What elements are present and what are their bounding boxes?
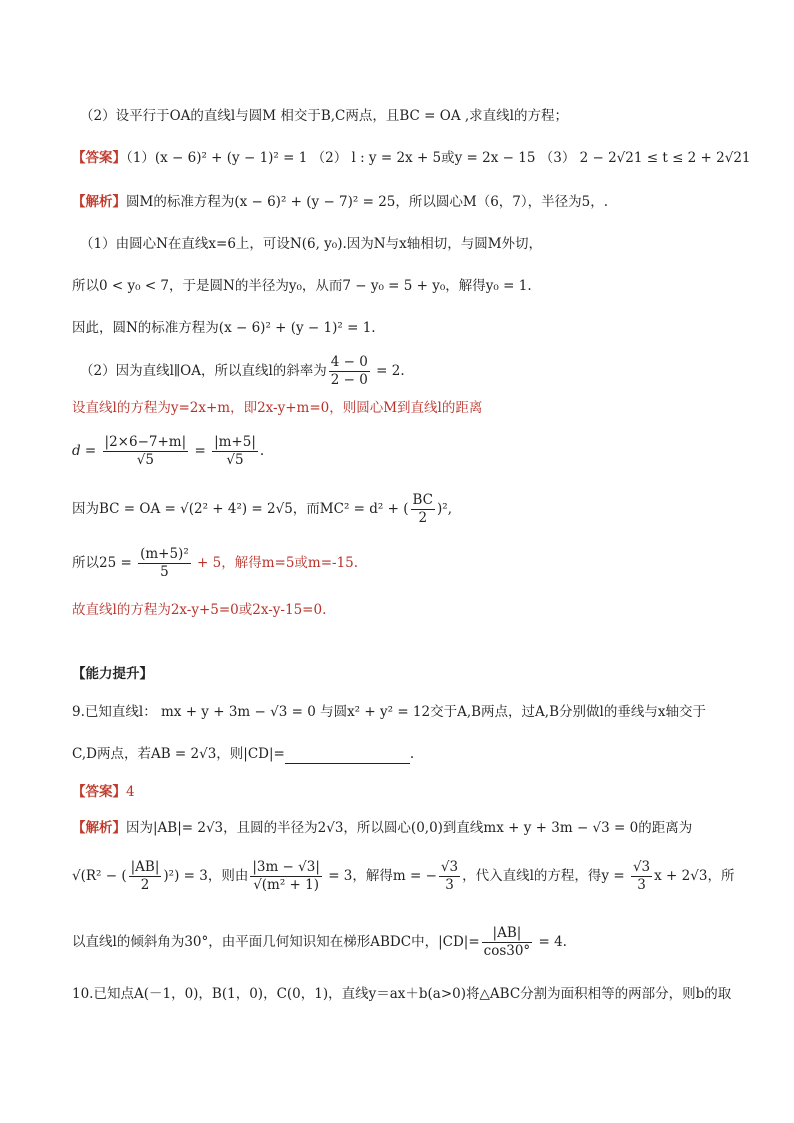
solution-step-6 <box>72 432 734 470</box>
cd-numerator: |AB| <box>482 925 533 943</box>
q9-answer-value: 4 <box>126 784 135 800</box>
q9-analysis-3 <box>72 922 734 962</box>
q9-analysis-tag: 【解析】 <box>72 820 126 836</box>
m-value-denominator: 3 <box>445 877 454 893</box>
bc-denominator: 2 <box>418 510 428 526</box>
distance-fraction-2 <box>212 434 258 469</box>
q9-a3-end: = 4. <box>534 934 567 950</box>
q9-a2-mid3: ，代入直线l的方程，得y = <box>462 868 629 884</box>
slope-numerator: 4 − 0 <box>330 354 368 370</box>
cd-denominator: cos30° <box>483 943 531 959</box>
q9-a2-mid: )²) = 3，则由 <box>163 868 249 884</box>
distance-numerator-1: |2×6−7+m| <box>104 434 187 450</box>
step4-result: = 2. <box>371 363 405 379</box>
q9-a3-text: 以直线l的倾斜角为30°，由平面几何知识知在梯形ABDC中，|CD|= <box>72 934 480 950</box>
bc-numerator: BC <box>412 492 434 508</box>
answer-blank <box>285 749 410 764</box>
answer-tag: 【答案】 <box>72 150 126 166</box>
step8-result: + 5，解得m=5或m=-15. <box>192 555 359 571</box>
dist-numerator: |3m − √3| <box>252 859 320 875</box>
solution-step-8 <box>72 544 734 582</box>
q9-line-2-text: C,D两点，若AB = 2√3，则|CD|= <box>72 746 285 762</box>
solution-step-1: （1）由圆心N在直线x=6上，可设N(6, y₀).因为N与x轴相切，与圆M外切， <box>80 236 543 252</box>
dist-fraction <box>250 859 322 894</box>
equals-sign: = <box>190 443 211 459</box>
ab-denominator: 2 <box>140 877 150 893</box>
q9-line-2: C,D两点，若AB = 2√3，则|CD|= . <box>72 746 415 762</box>
q9-analysis-line <box>72 818 734 838</box>
q9-line-1: 9.已知直线l： mx + y + 3m − √3 = 0 与圆x² + y² = 12交于A,B两点，过A,B分别做l的垂线与x轴交于 <box>72 704 706 720</box>
step7-end: )², <box>437 501 452 517</box>
q9-a2-text: √(R² − ( <box>72 868 127 884</box>
step6-end: . <box>259 443 265 459</box>
slope-fraction <box>329 354 370 389</box>
cd-fraction <box>482 925 533 960</box>
ab-numerator: |AB| <box>130 859 160 875</box>
m-value-fraction <box>439 859 460 894</box>
analysis-text: 圆M的标准方程为(x − 6)² + (y − 7)² = 25，所以圆心M（6，7），半径为5，. <box>126 194 609 210</box>
q9-answer-tag: 【答案】 <box>72 784 126 800</box>
q9-analysis-2 <box>72 856 734 896</box>
distance-denominator-1: √5 <box>136 452 154 468</box>
distance-numerator-2: |m+5| <box>214 434 256 450</box>
solution-step-3: 因此，圆N的标准方程为(x − 6)² + (y − 1)² = 1. <box>72 320 376 336</box>
solution-step-9: 故直线l的方程为2x-y+5=0或2x-y-15=0. <box>72 602 327 618</box>
solution-step-4 <box>80 352 734 390</box>
step4-text: （2）因为直线l∥OA，所以直线l的斜率为 <box>80 363 327 379</box>
q10-line-1: 10.已知点A(－1，0)，B(1，0)，C(0，1)，直线y＝ax＋b(a>0)将△ABC分割为面积相等的两部分，则b的取 <box>72 986 732 1002</box>
q9-a2-mid2: = 3，解得m = − <box>323 868 437 884</box>
distance-fraction-1 <box>103 434 189 469</box>
bc-half-fraction <box>411 492 436 527</box>
q8-part2: （2）设平行于OA的直线l与圆M 相交于B,C两点，且BC = OA ,求直线l的方程； <box>80 108 568 124</box>
ab-half-fraction <box>129 859 162 894</box>
q8-answer-line <box>72 148 751 168</box>
dist-denominator: √(m² + 1) <box>253 877 320 893</box>
q9-analysis-text: 因为|AB|= 2√3，且圆的半径为2√3，所以圆心(0,0)到直线mx + y + 3m − √3 = 0的距离为 <box>126 820 693 836</box>
analysis-tag: 【解析】 <box>72 194 126 210</box>
solution-step-5: 设直线l的方程为y=2x+m，即2x-y+m=0，则圆心M到直线l的距离 <box>72 400 483 416</box>
m-denominator: 5 <box>160 564 169 580</box>
q9-a2-end: x + 2√3，所 <box>654 868 735 884</box>
slope-value-fraction <box>631 859 652 894</box>
slope-value-denominator: 3 <box>637 877 646 893</box>
m-fraction <box>138 546 191 581</box>
q9-answer-line <box>72 782 734 802</box>
q8-analysis-line <box>72 192 734 212</box>
m-numerator: (m+5)² <box>140 546 189 562</box>
solution-step-7 <box>72 490 734 528</box>
slope-denominator: 2 − 0 <box>330 372 368 388</box>
section-heading: 【能力提升】 <box>72 666 153 682</box>
step8-text: 所以25 = <box>72 555 137 571</box>
distance-label: d = <box>72 443 101 459</box>
solution-step-2: 所以0 < y₀ < 7，于是圆N的半径为y₀，从而7 − y₀ = 5 + y₀，解得y₀ = 1. <box>72 278 532 294</box>
answer-text: （1）(x − 6)² + (y − 1)² = 1 （2） l : y = 2x + 5或y = 2x − 15 （3） 2 − 2√21 ≤ t ≤ 2 + 2√21 <box>126 150 751 166</box>
slope-value-numerator: √3 <box>632 859 651 875</box>
step7-text: 因为BC = OA = √(2² + 4²) = 2√5，而MC² = d² + ( <box>72 501 409 517</box>
distance-denominator-2: √5 <box>226 452 244 468</box>
m-value-numerator: √3 <box>440 859 459 875</box>
